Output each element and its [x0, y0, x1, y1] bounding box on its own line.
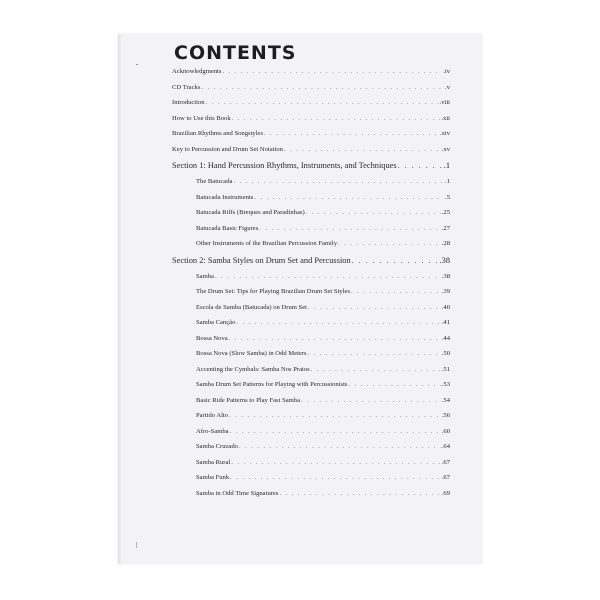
table-of-contents [172, 68, 450, 505]
toc-entry-page-number: .1 [445, 178, 450, 185]
toc-entry [172, 397, 450, 405]
toc-entry-label: How to Use this Book [172, 114, 231, 122]
toc-entry-page-number: .iv [443, 68, 450, 75]
toc-entry-page-number: .44 [441, 334, 450, 342]
toc-entry [172, 225, 450, 233]
toc-entry-label: Introduction [172, 99, 205, 106]
dot-leader [222, 68, 442, 76]
toc-entry [172, 84, 450, 92]
toc-entry-page-number: .1 [443, 161, 450, 170]
toc-entry-label: Escola de Samba (Batucada) on Drum Set [196, 303, 307, 311]
toc-entry-label: CD Tracks [172, 83, 201, 91]
dot-leader [259, 225, 440, 233]
toc-entry-page-number: .67 [441, 458, 450, 466]
toc-entry-label: Samba Drum Set Patterns for Playing with Percussionists [196, 381, 348, 388]
toc-entry-page-number: .xii [441, 114, 450, 122]
toc-entry [172, 115, 450, 123]
dot-leader [206, 99, 439, 107]
toc-entry [172, 146, 450, 154]
toc-entry [172, 443, 450, 451]
toc-entry-page-number: .xv [441, 145, 450, 153]
dot-leader [230, 428, 441, 436]
toc-entry-label: Section 1: Hand Percussion Rhythms, Instruments, and Techniques [172, 161, 397, 170]
dot-leader [301, 397, 441, 405]
toc-entry-page-number: .v [445, 83, 450, 91]
toc-entry-label: Partido Alto [196, 412, 229, 419]
toc-entry-label: The Batucada [196, 178, 233, 185]
dot-leader [351, 288, 441, 296]
dot-leader [231, 459, 441, 467]
toc-entry [172, 474, 450, 482]
toc-entry-page-number: .25 [441, 209, 450, 216]
toc-entry-page-number: .39 [441, 288, 450, 295]
toc-entry-label: Batucada Instruments [196, 193, 254, 201]
toc-entry-label: Accenting the Cymbals: Samba Nos Pratos [196, 365, 310, 373]
toc-entry-label: Samba Canção [196, 319, 236, 326]
toc-section-heading [172, 256, 450, 265]
toc-entry-label: Other Instruments of the Brazilian Percussion Family [196, 240, 338, 247]
toc-entry-page-number: .50 [441, 350, 450, 357]
toc-entry-label: Batucada Riffs (Breques and Paradinhas) [196, 209, 305, 216]
toc-entry [172, 273, 450, 281]
dot-leader [348, 381, 440, 389]
toc-entry-page-number: .51 [441, 365, 450, 373]
toc-entry [172, 99, 450, 107]
toc-entry-label: Samba [196, 272, 214, 280]
dot-leader [229, 335, 441, 343]
toc-entry-label: Samba Funk [196, 474, 230, 481]
toc-entry-page-number: .27 [441, 224, 450, 232]
toc-entry-label: Samba Cruzado [196, 443, 238, 450]
dot-leader [233, 178, 444, 186]
book-page [118, 34, 482, 564]
toc-entry-label: Samba in Odd Time Signatures [196, 489, 279, 497]
page-mark [136, 542, 137, 548]
toc-entry [172, 381, 450, 389]
dot-leader [229, 412, 441, 420]
toc-entry-label: Batucada Basic Figures [196, 224, 259, 232]
dot-leader [236, 319, 440, 327]
toc-entry [172, 459, 450, 467]
toc-entry-page-number: .64 [441, 443, 450, 450]
dot-leader [398, 161, 443, 170]
dot-leader [264, 130, 439, 138]
dot-leader [338, 240, 441, 248]
toc-entry-page-number: .38 [439, 255, 450, 265]
toc-entry-label: Section 2: Samba Styles on Drum Set and Percussion [172, 255, 351, 265]
toc-entry-page-number: .53 [441, 381, 450, 388]
toc-entry-label: Afro-Samba [196, 427, 229, 435]
toc-entry-page-number: .56 [441, 412, 450, 419]
dot-leader [232, 115, 441, 123]
dot-leader [352, 256, 439, 265]
toc-entry [172, 319, 450, 327]
toc-entry [172, 428, 450, 436]
toc-entry [172, 130, 450, 138]
toc-entry-page-number: .60 [441, 427, 450, 435]
toc-entry-label: Samba Rural [196, 458, 231, 466]
page-mark [136, 64, 138, 65]
toc-entry-page-number: .67 [441, 474, 450, 481]
toc-entry [172, 335, 450, 343]
toc-entry-label: Bossa Nova [196, 334, 228, 342]
toc-entry [172, 288, 450, 296]
page-title: CONTENTS [174, 42, 297, 64]
dot-leader [308, 350, 441, 358]
toc-entry [172, 350, 450, 358]
toc-entry [172, 412, 450, 420]
toc-entry-label: Key to Percussion and Drum Set Notation [172, 145, 283, 153]
dot-leader [239, 443, 441, 451]
dot-leader [284, 146, 441, 154]
toc-entry-label: Basic Ride Patterns to Play Fast Samba [196, 396, 301, 404]
page-edge-shadow [118, 34, 122, 564]
toc-entry-page-number: .69 [441, 489, 450, 497]
toc-entry-page-number: .41 [441, 319, 450, 326]
dot-leader [308, 304, 441, 312]
toc-entry-page-number: .28 [441, 240, 450, 247]
toc-entry [172, 490, 450, 498]
toc-entry-label: Acknowledgments [172, 68, 222, 75]
toc-entry-page-number: .40 [441, 303, 450, 311]
dot-leader [306, 209, 441, 217]
dot-leader [279, 490, 440, 498]
dot-leader [201, 84, 444, 92]
dot-leader [311, 366, 441, 374]
toc-entry [172, 240, 450, 248]
toc-entry [172, 209, 450, 217]
dot-leader [230, 474, 441, 482]
toc-entry-page-number: .5 [445, 193, 450, 201]
toc-entry [172, 366, 450, 374]
toc-entry-page-number: .xiv [439, 130, 450, 137]
toc-entry-label: The Drum Set: Tips for Playing Brazilian Drum Set Styles [196, 288, 351, 295]
dot-leader [254, 194, 444, 202]
toc-entry [172, 304, 450, 312]
toc-entry-page-number: .viii [439, 99, 450, 106]
toc-entry-label: Bossa Nova (Slow Samba) in Odd Meters [196, 350, 307, 357]
toc-section-heading [172, 161, 450, 170]
toc-entry-page-number: .38 [441, 272, 450, 280]
toc-entry-label: Brazilian Rhythms and Songstyles [172, 130, 264, 137]
toc-entry [172, 194, 450, 202]
toc-entry [172, 178, 450, 186]
dot-leader [215, 273, 441, 281]
toc-entry-page-number: .54 [441, 396, 450, 404]
toc-entry [172, 68, 450, 76]
